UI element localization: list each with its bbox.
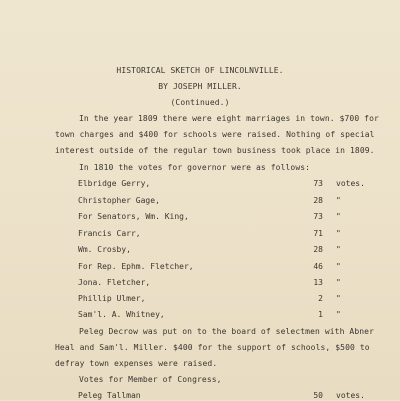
vote-unit: votes. — [336, 179, 365, 188]
vote-unit: " — [336, 278, 341, 287]
vote-name: Wm. Crosby, — [78, 245, 131, 254]
paragraph-1-line-2: town charges and $400 for schools were raised. Nothing of special — [55, 130, 375, 139]
paragraph-2-line-1: In 1810 the votes for governor were as follows: — [79, 163, 311, 172]
vote-count: 73 — [313, 179, 323, 188]
paragraph-1-line-1: In the year 1809 there were eight marriages in town. $700 for — [79, 114, 379, 123]
vote-count: 28 — [313, 245, 323, 254]
vote-name: For Rep. Ephm. Fletcher, — [78, 262, 194, 271]
vote-unit: votes. — [336, 391, 365, 400]
document-title: HISTORICAL SKETCH OF LINCOLNVILLE. — [116, 66, 284, 75]
vote-count: 2 — [318, 294, 323, 303]
vote-unit: " — [336, 294, 341, 303]
vote-unit: " — [336, 196, 341, 205]
paragraph-1-line-3: interest outside of the regular town business took place in 1809. — [55, 146, 375, 155]
vote-count: 50 — [313, 391, 323, 400]
paragraph-4-line-1: Votes for Member of Congress, — [79, 375, 222, 384]
vote-name: Elbridge Gerry, — [78, 179, 151, 188]
vote-name: Christopher Gage, — [78, 196, 160, 205]
paragraph-3-line-3: defray town expenses were raised. — [55, 359, 218, 368]
vote-unit: " — [336, 212, 341, 221]
vote-count: 13 — [313, 278, 323, 287]
vote-unit: " — [336, 245, 341, 254]
vote-count: 71 — [313, 229, 323, 238]
vote-count: 1 — [318, 310, 323, 319]
paragraph-3-line-2: Heal and Sam'l. Miller. $400 for the support of schools, $500 to — [55, 343, 370, 352]
document-byline: BY JOSEPH MILLER. — [158, 82, 242, 91]
vote-name: Peleg Tallman — [78, 391, 141, 400]
vote-name: Sam'l. A. Whitney, — [78, 310, 165, 319]
continued-note: (Continued.) — [170, 98, 230, 107]
vote-name: Francis Carr, — [78, 229, 141, 238]
vote-count: 28 — [313, 196, 323, 205]
vote-unit: " — [336, 229, 341, 238]
vote-unit: " — [336, 262, 341, 271]
vote-unit: " — [336, 310, 341, 319]
vote-name: For Senators, Wm. King, — [78, 212, 189, 221]
vote-name: Jona. Fletcher, — [78, 278, 151, 287]
paragraph-3-line-1: Peleg Decrow was put on to the board of selectmen with Abner — [79, 327, 374, 336]
vote-count: 73 — [313, 212, 323, 221]
vote-count: 46 — [313, 262, 323, 271]
vote-name: Phillip Ulmer, — [78, 294, 146, 303]
